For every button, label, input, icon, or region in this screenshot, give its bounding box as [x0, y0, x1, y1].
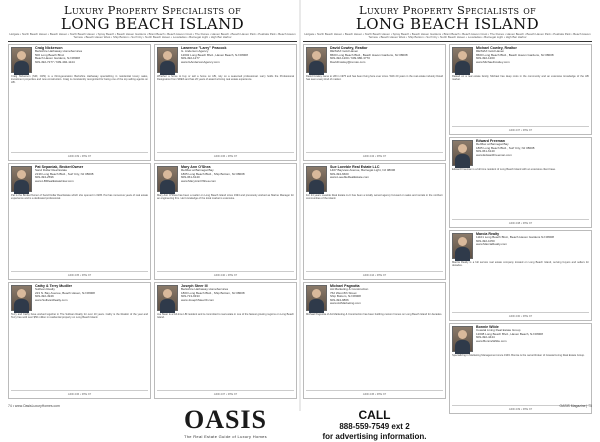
agent-name: David Cowley, Realtor	[330, 47, 408, 51]
agent-contact-line: Beach Haven Gardens, NJ 08008	[35, 57, 82, 61]
agent-contact-line: Ship Bottom, NJ 08008	[330, 295, 368, 299]
agent-contact-line: 609-713-9333	[181, 295, 245, 299]
agent-company: Sullivan Realty	[35, 288, 95, 292]
divider	[303, 41, 592, 42]
agent-contact-line: 8600 Long Beach Blvd., Beach Haven Gardens, NJ 08008	[330, 54, 408, 58]
right-footer: OASIS Magazine | 75	[559, 404, 592, 408]
agent-contact-line: 609-492-4949	[35, 295, 95, 299]
agent-card[interactable]	[449, 44, 592, 135]
agent-ad-tag: ADD 244 • RTE 97	[306, 271, 443, 277]
agent-card[interactable]	[303, 44, 446, 161]
agent-contact-line: 1800 Long Beach Blvd., Ship Bottom, NJ 08008	[181, 292, 245, 296]
agent-contact-line: 2139 Long Beach Blvd., Surf City, NJ 08008	[35, 173, 93, 177]
agent-card[interactable]	[154, 163, 297, 280]
agent-card[interactable]	[8, 44, 151, 161]
agent-name: Sue Loeeble Real Estate LLC	[330, 166, 395, 170]
agent-contact-line: 500 Long Beach Blvd.	[35, 54, 82, 58]
agent-contact-line: 223 N. Bay Avenue, Beach Haven, NJ 08008	[35, 292, 95, 296]
agent-contact-line: 1407 Bayview Avenue, Barnegat Light, NJ 08006	[330, 169, 395, 173]
advertise-callout[interactable]	[303, 401, 446, 442]
agent-ad-tag: ADD 237 • RTE 97	[452, 126, 589, 132]
agent-bio: Raised on a real estate family, Michael has deep roots in the community and an extensive knowledge of the LBI market.	[452, 75, 589, 126]
agent-contact-line: DavidCowley@remax.com	[330, 61, 408, 65]
agent-ad-tag: ADD 236 • RTE 97	[157, 152, 294, 158]
agent-name: Joseph Steer III	[181, 285, 245, 289]
agent-photo	[452, 233, 473, 259]
agent-name: Lawrence "Larry" Peacock	[181, 47, 248, 51]
agent-name: Michael Pagnotta	[330, 285, 368, 289]
right-col-2	[449, 44, 592, 416]
agent-card[interactable]	[8, 163, 151, 280]
agent-photo	[452, 140, 473, 166]
agent-bio: For 24 years Loeeble Real Estate LLC has been a locally owned agency focused on sales and rentals in the northern communities of the island.	[306, 194, 443, 271]
agent-company: G. Anderson Agency	[181, 50, 248, 54]
agent-ad-tag: ADD 230 • RTE 97	[452, 312, 589, 318]
agent-ad-tag: ADD 240 • RTE 97	[157, 271, 294, 277]
agent-bio: Michael Pagnotta of AA Marketing & Construction has been building custom homes on Long Beach Island for decades.	[306, 313, 443, 390]
agent-company: Re/Max at Barnegat Bay	[476, 143, 534, 147]
agent-bio: Craig Nickerson (SRI, CRS) is a third-generation Berkshire Hathaway specializing in residential luxury sales, investment properties and new construction. Craig is consistently recognized for being one of the top selling agents on LBI.	[11, 75, 148, 152]
agent-ad-tag: ADD 245 • RTE 97	[306, 390, 443, 396]
agent-photo	[452, 326, 473, 352]
agent-contact-line: www.JosephSteerIII.com	[181, 299, 245, 303]
divider	[8, 41, 297, 42]
masthead-line1: Luxury Property Specialists of	[303, 5, 592, 17]
agent-bio: Terry and Cathy have worked together in The Sullivan Realty for over 10 years. Cathy is the Realtor of the year and Terry has sold over $50 million in residential property on Long Beach Island.	[11, 313, 148, 390]
agent-contact-line: 609-361-6140	[476, 150, 534, 154]
agent-ad-tag: ADD 235 • RTE 97	[11, 271, 148, 277]
call-label: CALL	[303, 409, 446, 422]
agent-card[interactable]	[303, 282, 446, 399]
agent-photo	[306, 166, 327, 192]
agent-company: RE/MAX Gold Haven	[476, 50, 554, 54]
agent-card[interactable]	[8, 282, 151, 399]
agent-ad-tag: ADD 238 • RTE 97	[452, 219, 589, 225]
agent-name: Michael Cowley, Realtor	[476, 47, 554, 51]
agent-contact-line: 609-361-6140	[181, 176, 245, 180]
agent-contact-line: 762 West 8th Street	[330, 292, 368, 296]
agent-photo	[452, 47, 473, 73]
agent-card[interactable]	[154, 44, 297, 161]
agent-contact-line: 609-494-9866	[330, 299, 368, 303]
agent-card[interactable]	[449, 137, 592, 228]
agent-contact-line: www.MichaelCowley.com	[476, 61, 554, 65]
agent-company: Berkshire Hathaway HomeServices	[35, 50, 82, 54]
agent-contact-line: www.AAMarketing.com	[330, 302, 368, 306]
agent-contact-line: www.LBIRealEstateNow.com	[35, 180, 93, 184]
agent-photo	[306, 47, 327, 73]
agent-contact-line: 609-492-4444	[476, 336, 543, 340]
agent-contact-line: 8600 Long Beach Blvd., Beach Haven Gardens, NJ 08008	[476, 54, 554, 58]
agent-contact-line: 609-492-1200 / 609-980-3770	[330, 57, 408, 61]
agent-contact-line: www.MarciaRealty.com	[476, 243, 554, 247]
call-phone[interactable]: 888-559-7549 ext 2	[303, 422, 446, 432]
agent-ad-tag: ADD 239 • RTE 97	[452, 405, 589, 411]
right-col-1-cards	[303, 44, 446, 399]
agent-company: Sand Dollar Real Estate	[35, 169, 93, 173]
agent-contact-line: 1805 Long Beach Blvd., Surf City, NJ 08008	[476, 147, 534, 151]
agent-company: AA Marketing & Construction	[330, 288, 368, 292]
agent-card[interactable]	[154, 282, 297, 399]
oasis-tagline: The Real Estate Guide of Luxury Homes	[154, 434, 297, 439]
masthead-line2: LONG BEACH ISLAND	[8, 17, 297, 32]
agent-company: Berkshire Hathaway HomeServices	[181, 288, 245, 292]
agent-photo	[157, 166, 178, 192]
agent-company: RE/MAX Gold Haven	[330, 50, 408, 54]
agent-name: Marcia Realty	[476, 233, 554, 237]
agent-contact-line: 609-494-6600	[330, 173, 395, 177]
agent-contact-line: 11101 Long Beach Blvd., Beach Haven Gardens NJ 08008	[476, 236, 554, 240]
agent-contact-line: www.LoeebleRealEstate.com	[330, 176, 395, 180]
agent-contact-line: www.GAndersonAgency.com	[181, 61, 248, 65]
masthead-line2: LONG BEACH ISLAND	[303, 17, 592, 32]
agent-contact-line: 12002 Long Beach Blvd., Haven Beach, NJ 08008	[181, 54, 248, 58]
agent-name: Craig Nickerson	[35, 47, 82, 51]
agent-photo	[157, 285, 178, 311]
agent-contact-line: www.BonnieWilde.com	[476, 340, 543, 344]
left-col-2	[154, 44, 297, 416]
agent-company: Coastal Living Real Estate Group	[476, 329, 543, 333]
agent-photo	[11, 47, 32, 73]
oasis-ad[interactable]	[154, 401, 297, 439]
agent-photo	[11, 166, 32, 192]
agent-contact-line: 609-492-1050	[476, 240, 554, 244]
agent-ad-tag: ADD 236 • RTE 97	[11, 390, 148, 396]
agent-bio: David Cowley came to LBI in 1975 and has been living here ever since. With 20 years in the real estate industry David has seen every kind of market.	[306, 75, 443, 152]
agent-bio: Pat is the Broker/Owner of Sand Dollar Real Estate which she opened in 1995. Pat has numerous years of real estate experience and is a dedicated professional.	[11, 194, 148, 271]
agent-contact-line: 609-492-1277	[181, 57, 248, 61]
oasis-logo: OASIS	[154, 407, 297, 433]
agent-name: Mary Ann O'Shea	[181, 166, 245, 170]
agent-bio: Edward Freeman is a full time resident of Long Beach Island with an extensive client base.	[452, 168, 589, 219]
agent-bio: Marcia Realty is a full service real estate company located on Long Beach Island, serving buyers and sellers for decades.	[452, 261, 589, 312]
agent-name: Bonnie Wilde	[476, 326, 543, 330]
agent-bio: Whether a home to buy or sell a home on LBI, rely on a seasoned professional. Larry holds the Professional Designation from SRES and has 20 years of award winning real estate experience.	[157, 75, 294, 152]
agent-ad-tag: ADD 243 • RTE 97	[306, 152, 443, 158]
right-col-1	[303, 44, 446, 416]
agent-contact-line: www.SullivanRealty.com	[35, 299, 95, 303]
towns-list: Holgate • North Beach Haven • Beach Haven • North Beach Haven • Spray Beach • Beach Haven Gardens • Brant Beach • Beach Haven Crest • The Dunes • Haven Beach • Beach Haven Park • Peahala Park • Beach Haven Terrace • Beach Haven West • Ship Bottom • Surf City • North Beach Haven • Loveladies • Barnegat Light • High Bar Harbor	[8, 33, 297, 40]
masthead	[8, 5, 297, 32]
agent-photo	[157, 47, 178, 73]
masthead-right	[303, 5, 592, 32]
agent-company: Re/Max at Barnegat Bay	[181, 169, 245, 173]
agent-photo	[306, 285, 327, 311]
agent-bio: Joe Steer is a full-time LBI resident and is committed to real estate in one of the fastest growing regions on Long Beach Island.	[157, 313, 294, 390]
agent-contact-line: www.MaryAnnOShea.com	[181, 180, 245, 184]
agent-contact-line: www.EdwardFreeman.com	[476, 154, 534, 158]
agent-card[interactable]	[303, 163, 446, 280]
agent-name: Pat Sepaniak, Broker/Owner	[35, 166, 93, 170]
agent-contact-line: 609-492-1200	[476, 57, 554, 61]
agent-photo	[11, 285, 32, 311]
agent-ad-tag: ADD 237 • RTE 97	[157, 390, 294, 396]
left-col-1	[8, 44, 151, 416]
agent-contact-line: 12008 Long Beach Blvd., Haven Beach, NJ 08008	[476, 333, 543, 337]
agent-contact-line: 609-492-7277 / 609-492-1144	[35, 61, 82, 65]
left-footer: 74 • www.OasisLuxuryHomes.com	[8, 404, 60, 408]
agent-name: Cathy & Terry Mudller	[35, 285, 95, 289]
agent-contact-line: 609-494-2596	[35, 176, 93, 180]
agent-bio: Specializing in Marketing Management since 1993. Bonnie is the owner/broker of Coastal Living Real Estate Group.	[452, 354, 589, 405]
right-page	[300, 0, 600, 411]
agent-ad-tag: ADD 239 • RTE 97	[11, 152, 148, 158]
agent-bio: Mary Ann O'Shea has been a realtor on Long Beach Island since 1994 and previously worked as Marine Manager for an engineering firm. Her knowledge of the local market is extensive.	[157, 194, 294, 271]
agent-card[interactable]	[449, 230, 592, 321]
call-cta: for advertising information.	[303, 432, 446, 442]
agent-name: Edward Freeman	[476, 140, 534, 144]
left-page	[0, 0, 300, 411]
masthead-line1: Luxury Property Specialists of	[8, 5, 297, 17]
left-col-2-cards	[154, 44, 297, 399]
towns-list: Holgate • North Beach Haven • Beach Haven • North Beach Haven • Spray Beach • Beach Haven Gardens • Brant Beach • Beach Haven Crest • The Dunes • Haven Beach • Beach Haven Park • Peahala Park • Beach Haven Terrace • Beach Haven West • Ship Bottom • Surf City • North Beach Haven • Loveladies • Barnegat Light • High Bar Harbor	[303, 33, 592, 40]
agent-contact-line: 1805 Long Beach Blvd., Ship Bottom, NJ 08008	[181, 173, 245, 177]
agent-card[interactable]	[449, 323, 592, 414]
